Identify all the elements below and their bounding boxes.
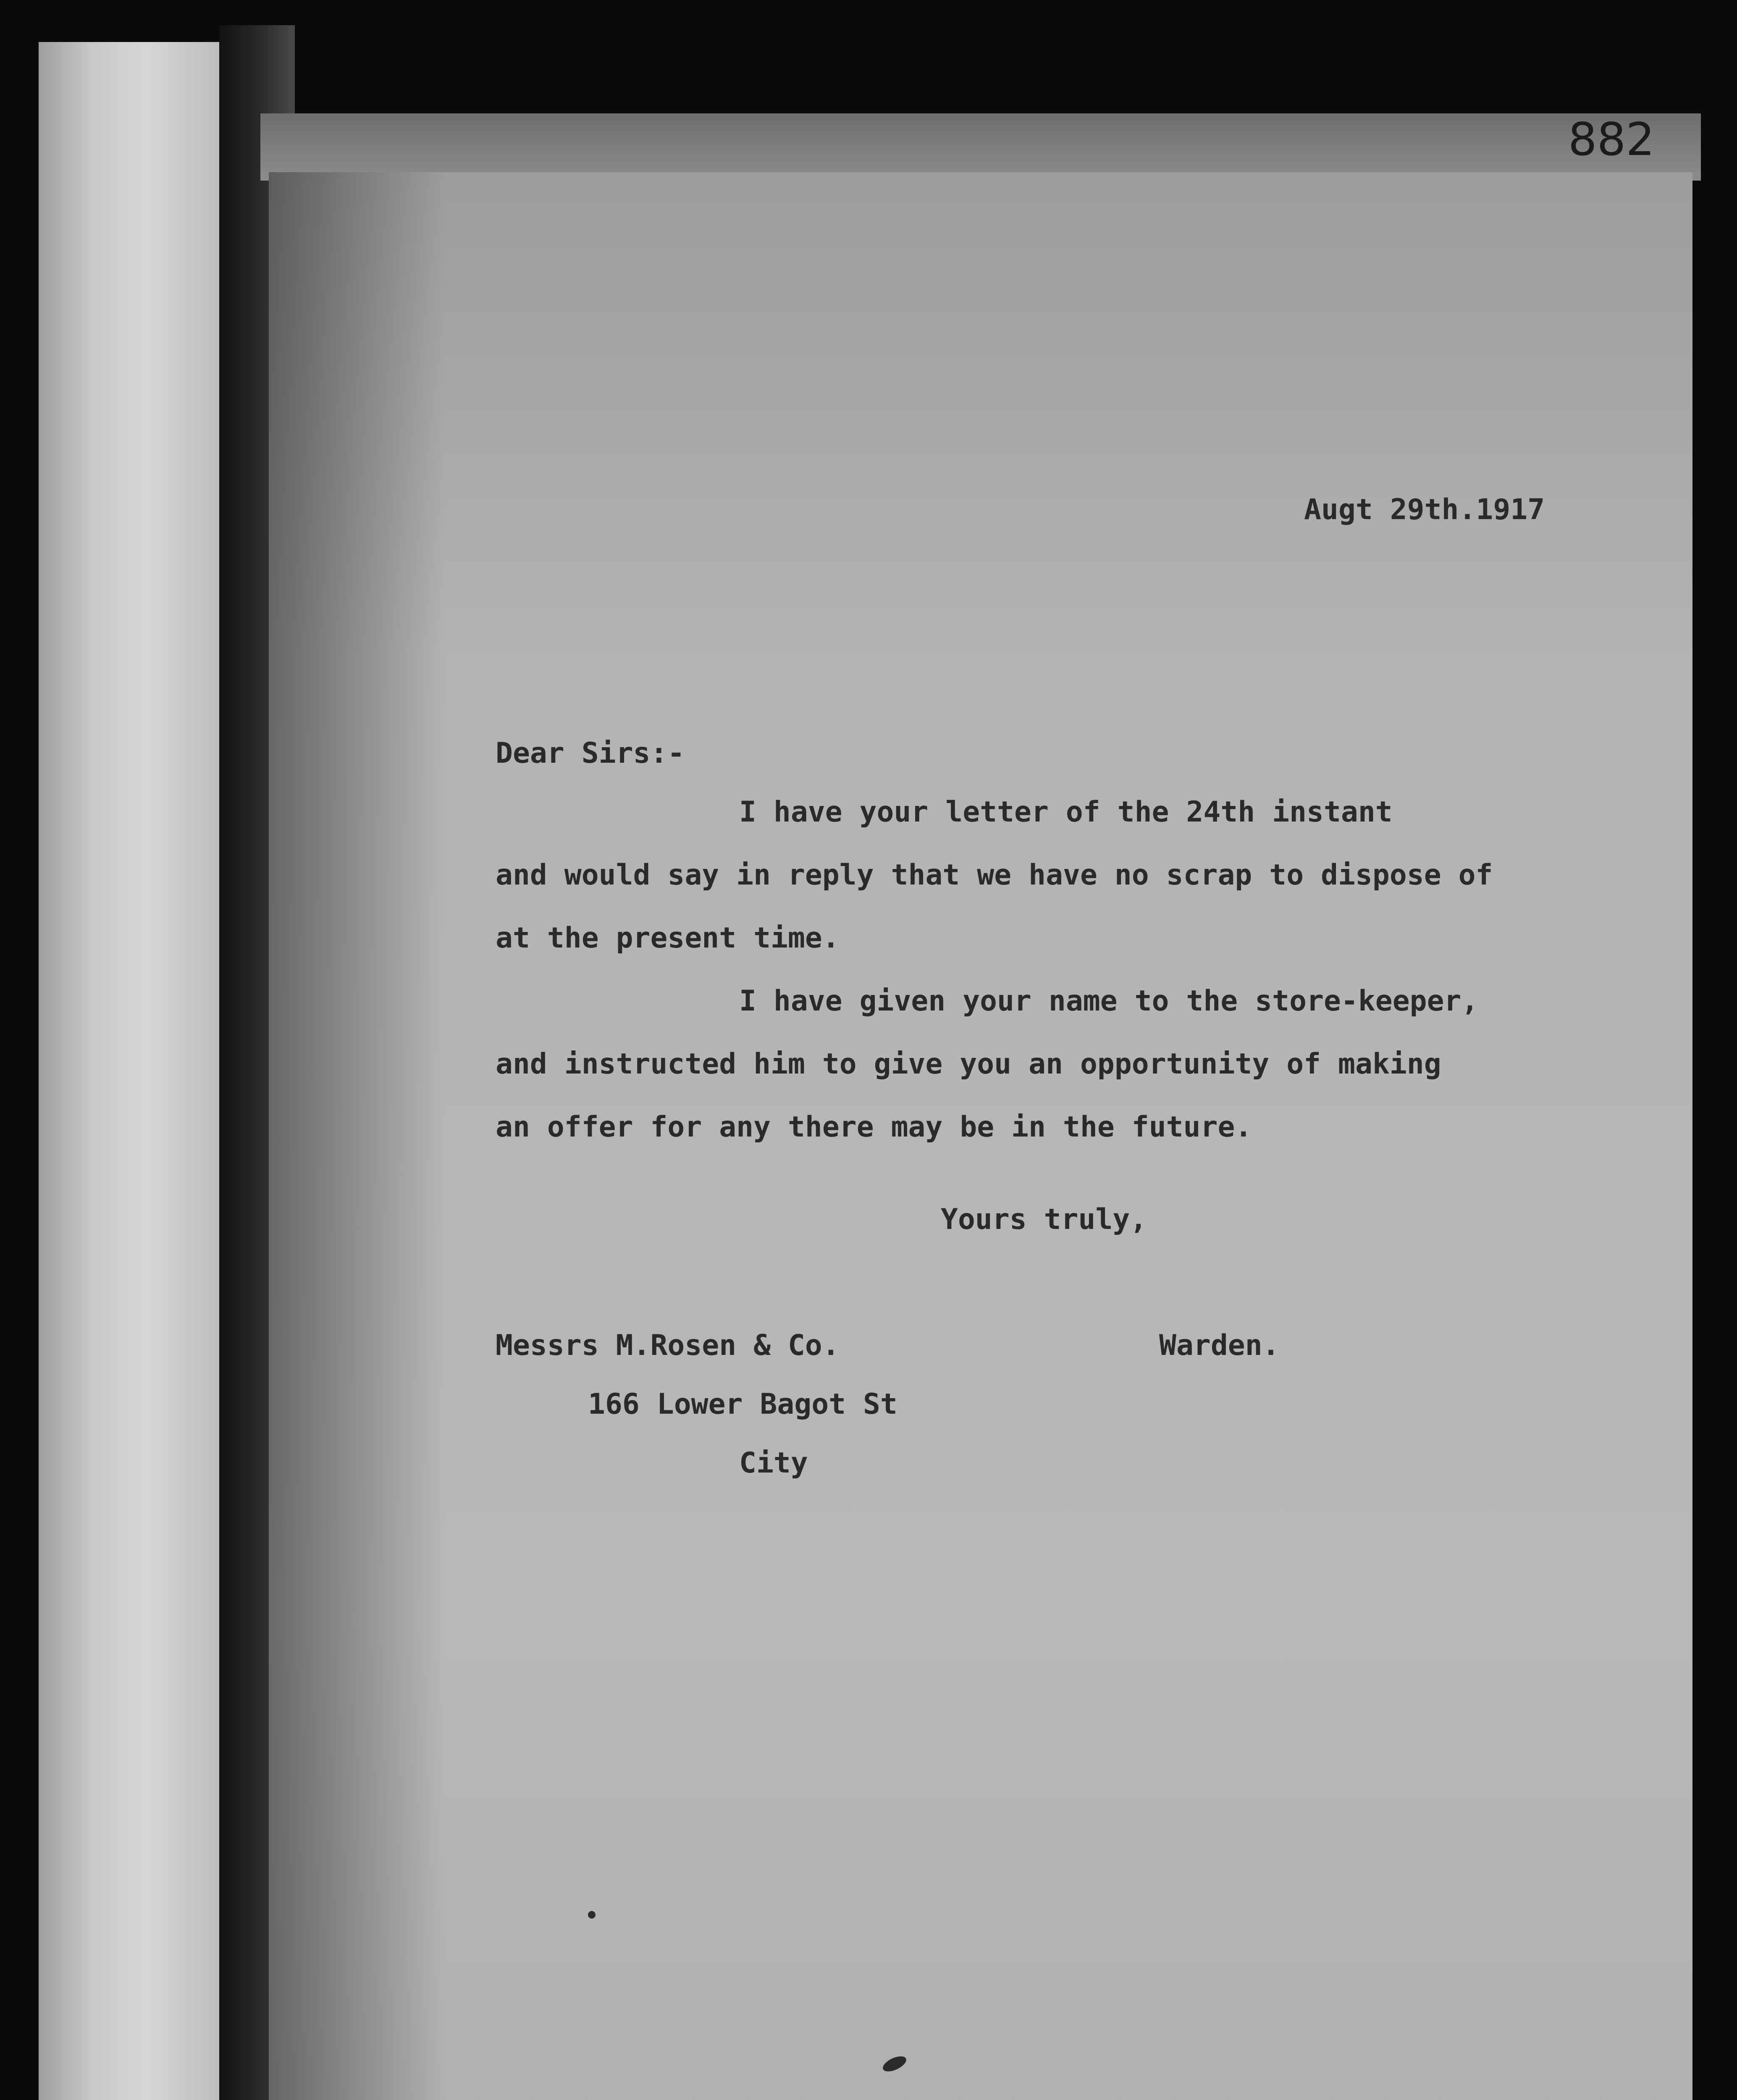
body-line: I have your letter of the 24th instant xyxy=(739,795,1393,829)
binding-spine xyxy=(39,42,219,2100)
closing: Yours truly, xyxy=(941,1203,1147,1236)
addressee-city: City xyxy=(739,1446,808,1480)
signature: Warden. xyxy=(1159,1329,1280,1362)
ink-speck xyxy=(588,1911,596,1919)
page-top-edge xyxy=(260,113,1701,181)
addressee-name: Messrs M.Rosen & Co. xyxy=(496,1329,840,1362)
body-line: at the present time. xyxy=(496,921,840,955)
body-line: and instructed him to give you an opportunity of making xyxy=(496,1047,1441,1081)
salutation: Dear Sirs:- xyxy=(496,737,685,770)
page-shadow xyxy=(269,172,445,2100)
frame-number: 882 xyxy=(1568,113,1655,166)
body-line: I have given your name to the store-keeper, xyxy=(739,984,1479,1018)
body-line: an offer for any there may be in the future. xyxy=(496,1110,1252,1144)
addressee-street: 166 Lower Bagot St xyxy=(588,1388,897,1421)
body-line: and would say in reply that we have no scrap to dispose of xyxy=(496,858,1493,892)
letter-date: Augt 29th.1917 xyxy=(1304,493,1545,526)
